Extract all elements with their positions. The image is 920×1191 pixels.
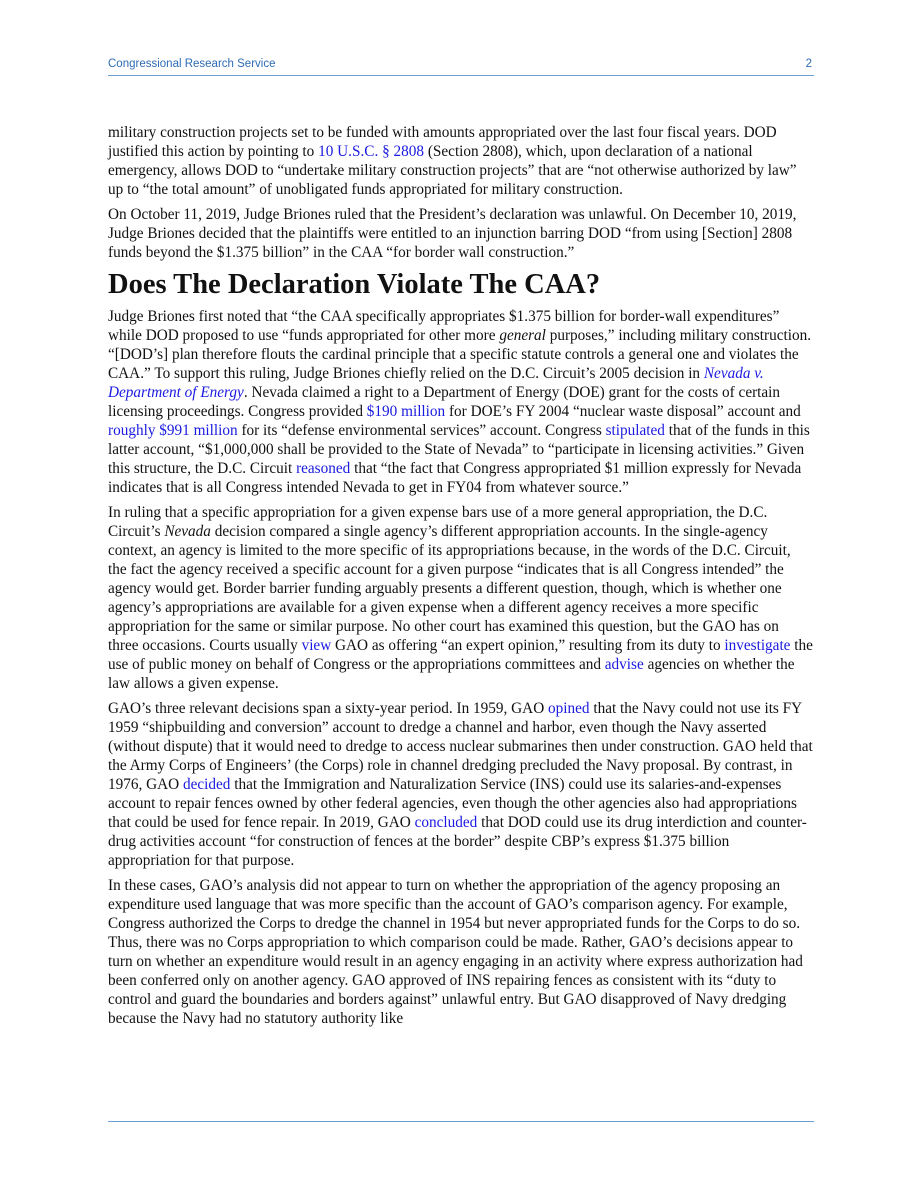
link-investigate[interactable]: investigate: [724, 637, 791, 654]
link-stipulated[interactable]: stipulated: [605, 422, 665, 439]
paragraph-single-agency: In ruling that a specific appropriation for a given expense bars use of a more general appropriation, the D.C. Circuit’s Nevada decision compared a single agency’s different appropriation accounts. In the single-agency context, an agency is limited to the more specific of its appropriations because, in the words of the D.C. Circuit, the fact the agency received a specific account for a given purpose “indicates that is all Congress intended” the agency would get. Border barrier funding arguably presents a different question, though, which is whether one agency’s appropriations are available for a given expense when a different agency receives a more specific appropriation for the same or similar purpose. No other court has examined this question, but the GAO has on three occasions. Courts usually view GAO as offering “an expert opinion,” resulting from its duty to investigate the use of public money on behalf of Congress or the appropriations committees and advise agencies on whether the law allows a given expense.: [108, 504, 813, 692]
link-advise[interactable]: advise: [604, 656, 644, 673]
header-organization: Congressional Research Service: [108, 58, 276, 70]
link-concluded[interactable]: concluded: [414, 814, 478, 831]
page-header: [108, 58, 814, 74]
paragraph-briones-analysis: Judge Briones first noted that “the CAA specifically appropriates $1.375 billion for border-wall expenditures” while DOD proposed to use “funds appropriated for other more general purposes,” including military construction. “[DOD’s] plan therefore flouts the cardinal principle that a specific statute controls a general one and violates the CAA.” To support this ruling, Judge Briones chiefly relied on the D.C. Circuit’s 2005 decision in Nevada v. Department of Energy. Nevada claimed a right to a Department of Energy (DOE) grant for the costs of certain licensing proceedings. Congress provided $190 million for DOE’s FY 2004 “nuclear waste disposal” account and roughly $991 million for its “defense environmental services” account. Congress stipulated that of the funds in this latter account, “$1,000,000 shall be provided to the State of Nevada” to “participate in licensing activities.” Given this structure, the D.C. Circuit reasoned that “the fact that Congress appropriated $1 million expressly for Nevada indicates that is all Congress intended Nevada to get in FY04 from whatever source.”: [108, 308, 812, 496]
link-nevada-v-doe[interactable]: Nevada v. Department of Energy: [108, 365, 764, 401]
paragraph-section-2808: military construction projects set to be funded with amounts appropriated over the last four fiscal years. DOD justified this action by pointing to 10 U.S.C. § 2808 (Section 2808), which, upon declaration of a national emergency, allows DOD to “undertake military construction projects” that are “not otherwise authorized by law” up to “the total amount” of unobligated funds appropriated for military construction.: [108, 124, 797, 198]
page-number: 2: [805, 58, 812, 70]
header-divider: [108, 75, 814, 76]
paragraph-gao-analysis: In these cases, GAO’s analysis did not appear to turn on whether the appropriation of the agency proposing an expenditure used language that was more specific than the account of GAO’s comparison agency. For example, Congress authorized the Corps to dredge the channel in 1954 but never appropriated funds for the Corps to do so. Thus, there was no Corps appropriation to which comparison could be made. Rather, GAO’s decisions appear to turn on whether an expenditure would result in an agency engaging in an activity where express authorization had been conferred only on another agency. GAO approved of INS repairing fences as consistent with its “duty to control and guard the boundaries and borders against” unlawful entry. But GAO disapproved of Navy dredging because the Navy had no statutory authority like: [108, 877, 803, 1027]
section-heading: Does The Declaration Violate The CAA?: [108, 269, 601, 300]
paragraph-ruling-dates: On October 11, 2019, Judge Briones ruled that the President’s declaration was unlawful. On December 10, 2019, Judge Briones decided that the plaintiffs were entitled to an injunction barring DOD “from using [Section] 2808 funds beyond the $1.375 billion” in the CAA “for border wall construction.”: [108, 206, 797, 261]
link-decided[interactable]: decided: [182, 776, 231, 793]
link-opined[interactable]: opined: [548, 700, 590, 717]
link-10-usc-2808[interactable]: 10 U.S.C. § 2808: [318, 143, 425, 160]
link-roughly-991-million[interactable]: roughly $991 million: [108, 422, 238, 439]
link-reasoned[interactable]: reasoned: [296, 460, 351, 477]
link-190-million[interactable]: $190 million: [366, 403, 446, 420]
document-body: [108, 123, 813, 1034]
paragraph-gao-decisions: GAO’s three relevant decisions span a sixty-year period. In 1959, GAO opined that the Navy could not use its FY 1959 “shipbuilding and conversion” account to dredge a channel and harbor, even though the Navy asserted (without dispute) that it would need to dredge to access nuclear submarines then under construction. GAO held that the Army Corps of Engineers’ (the Corps) role in channel dredging precluded the Navy proposal. By contrast, in 1976, GAO decided that the Immigration and Naturalization Service (INS) could use its salaries-and-expenses account to repair fences owned by other federal agencies, even though the other agencies also had appropriations that could be used for fence repair. In 2019, GAO concluded that DOD could use its drug interdiction and counter-drug activities account “for construction of fences at the border” despite CBP’s express $1.375 billion appropriation for that purpose.: [108, 700, 813, 869]
link-view[interactable]: view: [301, 637, 332, 654]
footer-divider: [108, 1121, 814, 1122]
